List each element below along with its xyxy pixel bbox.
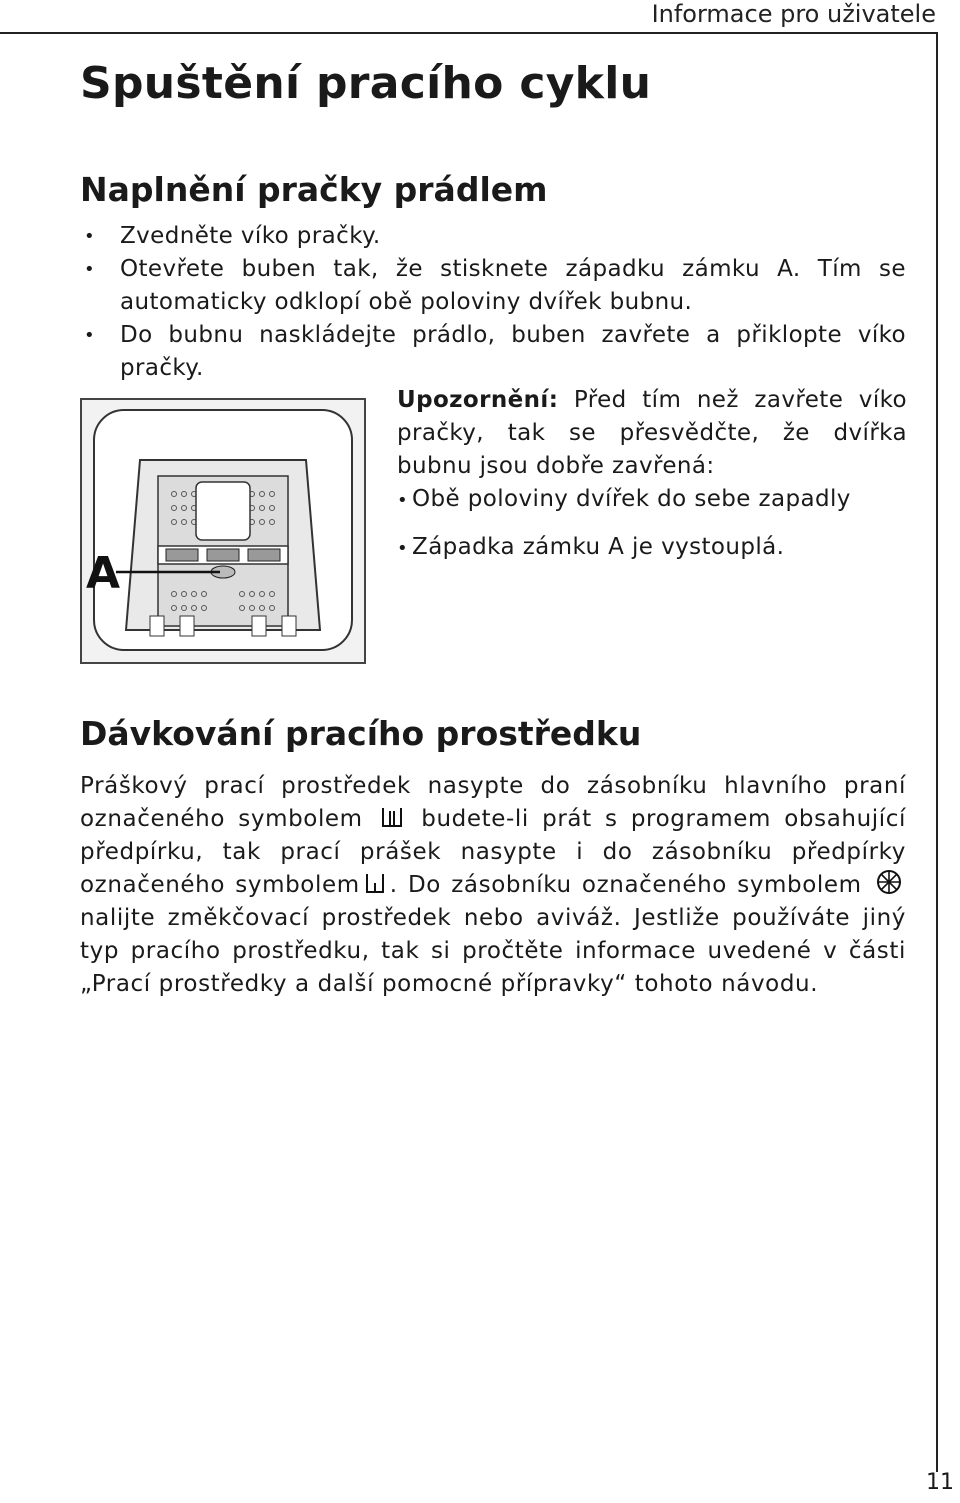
dosing-heading: Dávkování pracího prostředku: [80, 714, 642, 753]
list-item: • Do bubnu naskládejte prádlo, buben zavřete a přiklopte víko pračky.: [80, 319, 906, 385]
warning-text: Před tím než zavřete víko pračky, tak se přesvědčte, že dvířka bubnu jsou dobře zavřená:: [397, 387, 907, 479]
list-item: • Zvedněte víko pračky.: [80, 220, 906, 253]
warning-box: Upozornění: Před tím než zavřete víko pračky, tak se přesvědčte, že dvířka bubnu jsou dobře zavřená: • Obě poloviny dvířek do sebe zapadly • Západka zámku A je vystouplá.: [397, 387, 907, 560]
section-header: Informace pro uživatele: [651, 0, 936, 28]
loading-steps: [80, 220, 906, 385]
softener-flower-icon: [876, 869, 902, 895]
figure-label-a: A: [86, 548, 121, 599]
dosing-text-3: . Do zásobníku označeného symbolem: [389, 872, 862, 898]
dosing-text-1: Práškový prací prostředek nasypte do zásobníku hlavního praní označeného symbolem: [80, 773, 906, 832]
margin-rule: [936, 32, 938, 1472]
header-rule: [0, 32, 938, 34]
warning-point: Západka zámku A je vystouplá.: [412, 534, 785, 560]
dosing-text-2: budete-li prát s programem obsahující předpírku, tak prací prášek nasypte i do zásobníku předpírky označeného symbolem: [80, 806, 906, 898]
page-title: Spuštění pracího cyklu: [80, 58, 652, 109]
main-wash-symbol-icon: [380, 805, 404, 829]
dosing-paragraph: [80, 770, 906, 1001]
list-item: • Otevřete buben tak, že stisknete západku zámku A. Tím se automaticky odklopí obě poloviny dvířek bubnu.: [80, 253, 906, 319]
prewash-symbol-icon: [364, 871, 386, 895]
warning-label: Upozornění:: [397, 387, 559, 413]
dosing-text-4: nalijte změkčovací prostředek nebo aviváž. Jestliže používáte jiný typ pracího prostředku, tak si pročtěte informace uvedené v části „Prací prostředky a další pomocné přípravky“ tohoto návodu.: [80, 905, 906, 997]
page-number: 11: [926, 1470, 954, 1495]
warning-point: Obě poloviny dvířek do sebe zapadly: [412, 486, 851, 512]
drum-illustration: [80, 398, 366, 664]
loading-heading: Naplnění pračky prádlem: [80, 170, 548, 209]
